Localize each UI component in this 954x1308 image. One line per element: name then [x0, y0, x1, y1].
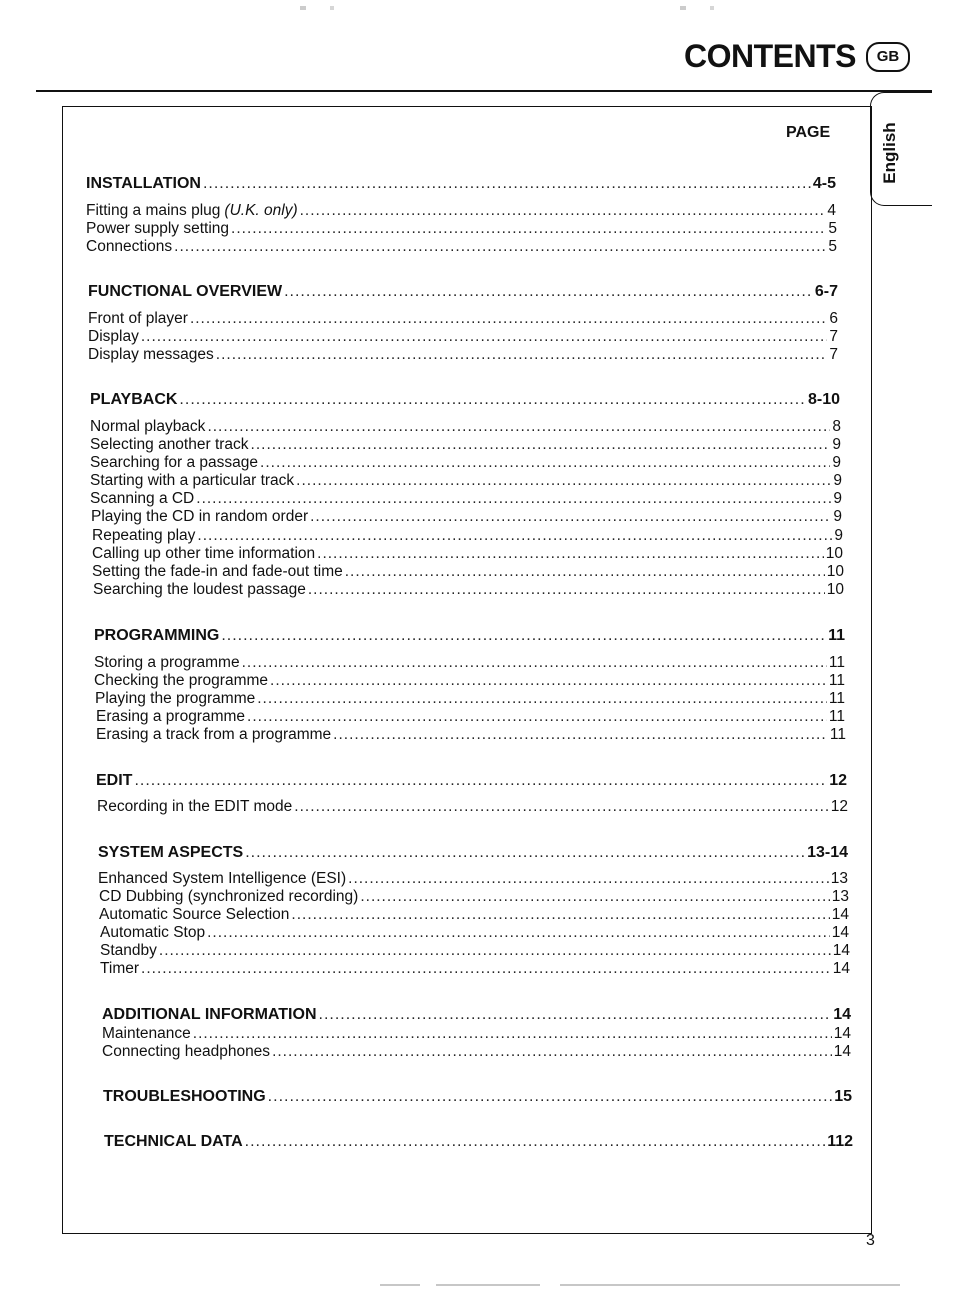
toc-page-number: 14: [831, 924, 849, 941]
toc-label: Starting with a particular track: [90, 472, 295, 489]
dot-leader: [317, 544, 824, 563]
toc-label: SYSTEM ASPECTS: [98, 844, 244, 861]
toc-page-number: 9: [833, 508, 842, 525]
toc-page-number: 11: [828, 672, 845, 689]
toc-page-number: 14: [832, 942, 850, 959]
toc-entry: [102, 1024, 851, 1043]
toc-page-number: 9: [832, 436, 841, 453]
dot-leader: [257, 689, 827, 708]
toc-page-number: 6: [829, 310, 838, 327]
toc-entry: [90, 471, 842, 490]
toc-label: Maintenance: [102, 1025, 191, 1042]
toc-label: Connecting headphones: [102, 1043, 271, 1060]
dot-leader: [196, 489, 831, 508]
language-tab-label: English: [880, 122, 899, 184]
toc-page-number: 9: [833, 490, 842, 507]
toc-page-number: 11: [828, 654, 845, 671]
toc-label: Display: [88, 328, 139, 345]
dot-leader: [247, 707, 827, 726]
scan-artifact-bottom: [0, 1284, 954, 1286]
toc-section-heading: [88, 282, 838, 301]
toc-entry: [96, 725, 846, 744]
toc-label: EDIT: [96, 772, 133, 789]
toc-label: Automatic Source Selection: [99, 906, 290, 923]
toc-label: Automatic Stop: [100, 924, 206, 941]
toc-page-number: 10: [826, 581, 844, 598]
toc-entry: [92, 562, 844, 581]
dot-leader: [174, 237, 826, 256]
toc-page-number: 5: [828, 238, 837, 255]
toc-section-heading: [86, 174, 836, 193]
dot-leader: [251, 435, 831, 454]
toc-page-number: 11: [828, 690, 845, 707]
toc-page-number: 7: [829, 328, 838, 345]
toc-entry: [96, 707, 845, 726]
dot-leader: [284, 282, 813, 301]
dot-leader: [308, 580, 825, 599]
toc-label: Storing a programme: [94, 654, 240, 671]
toc-entry: [102, 1042, 851, 1061]
dot-leader: [270, 671, 827, 690]
toc-entry: [94, 653, 845, 672]
dot-leader: [197, 526, 832, 545]
dot-leader: [294, 797, 828, 816]
toc-label: Enhanced System Intelligence (ESI): [98, 870, 347, 887]
toc-label: Searching for a passage: [90, 454, 259, 471]
toc-page-number: 8: [832, 418, 841, 435]
toc-page-number: 9: [834, 527, 843, 544]
toc-entry: [99, 905, 849, 924]
toc-label: INSTALLATION: [86, 175, 201, 192]
toc-entry: [93, 580, 844, 599]
dot-leader: [207, 417, 830, 436]
toc-page-number: 14: [833, 1025, 851, 1042]
toc-page-number: 14: [833, 1043, 851, 1060]
toc-page-number: 5: [828, 220, 837, 237]
dot-leader: [134, 771, 827, 790]
toc-label: Display messages: [88, 346, 214, 363]
dot-leader: [310, 507, 831, 526]
toc-entry: [90, 435, 841, 454]
toc-page-number: 13: [831, 888, 849, 905]
toc-entry: [100, 923, 849, 942]
toc-page-number: 14: [833, 1006, 851, 1023]
toc-page-number: 13-14: [807, 844, 848, 861]
toc-label: Playing the CD in random order: [91, 508, 309, 525]
toc-page-number: 4-5: [812, 175, 836, 192]
toc-section-heading: [104, 1132, 853, 1151]
toc-entry: [98, 869, 848, 888]
toc-label: Erasing a programme: [96, 708, 246, 725]
toc-label: TROUBLESHOOTING: [103, 1088, 266, 1105]
toc-label-italic: (U.K. only): [224, 202, 298, 219]
toc-label: ADDITIONAL INFORMATION: [102, 1006, 317, 1023]
toc-page-number: 14: [831, 906, 849, 923]
toc-entry: [86, 201, 836, 220]
toc-page-number: 14: [832, 960, 850, 977]
toc-page-number: 11: [828, 627, 845, 644]
dot-leader: [333, 725, 828, 744]
toc-label: Recording in the EDIT mode: [97, 798, 293, 815]
toc-page-number: 10: [826, 563, 844, 580]
dot-leader: [141, 327, 828, 346]
toc-label: Timer: [100, 960, 140, 977]
dot-leader: [348, 869, 829, 888]
toc-label: Playing the programme: [95, 690, 256, 707]
toc-label: Erasing a track from a programme: [96, 726, 332, 743]
toc-label: Front of player: [88, 310, 188, 327]
toc-entry: [92, 526, 843, 545]
toc-label: Checking the programme: [94, 672, 269, 689]
toc-entry: [100, 959, 850, 978]
dot-leader: [221, 626, 826, 645]
toc-entry: [91, 507, 842, 526]
toc-entry: [88, 327, 838, 346]
toc-page-number: 8-10: [807, 391, 840, 408]
toc-page-number: 10: [825, 545, 843, 562]
toc-label: Setting the fade-in and fade-out time: [92, 563, 343, 580]
toc-label: Fitting a mains plug: [86, 202, 221, 219]
toc-label: Connections: [86, 238, 173, 255]
toc-page-number: 11: [828, 708, 845, 725]
dot-leader: [245, 843, 805, 862]
toc-section-heading: [102, 1005, 851, 1024]
toc-page-number: 9: [833, 472, 842, 489]
toc-entry: [92, 544, 843, 563]
page-number: 3: [866, 1232, 875, 1249]
toc-page-number: 4: [827, 202, 836, 219]
dot-leader: [179, 390, 806, 409]
toc-entry: [90, 417, 841, 436]
toc-entry: [97, 797, 848, 816]
dot-leader: [193, 1024, 832, 1043]
toc-section-heading: [103, 1087, 852, 1106]
dot-leader: [231, 219, 826, 238]
toc-label: TECHNICAL DATA: [104, 1133, 243, 1150]
title-text: CONTENTS: [684, 38, 856, 74]
dot-leader: [260, 453, 830, 472]
toc-entry: [86, 219, 837, 238]
toc-entry: [100, 941, 850, 960]
page-column-header: PAGE: [786, 124, 831, 141]
toc-page-number: 7: [829, 346, 838, 363]
toc-label: Calling up other time information: [92, 545, 316, 562]
toc-label: PLAYBACK: [90, 391, 178, 408]
toc-label: Scanning a CD: [90, 490, 195, 507]
toc-section-heading: [94, 626, 845, 645]
toc-entry: [90, 453, 841, 472]
dot-leader: [216, 345, 828, 364]
toc-page-number: 9: [832, 454, 841, 471]
toc-page-number: 6-7: [814, 283, 838, 300]
toc-entry: [90, 489, 842, 508]
toc-section-heading: [96, 771, 847, 790]
toc-section-heading: [98, 843, 848, 862]
dot-leader: [141, 959, 831, 978]
dot-leader: [300, 201, 826, 220]
toc-entry: [95, 689, 845, 708]
dot-leader: [291, 905, 829, 924]
toc-entry: [88, 345, 838, 364]
toc-label: Normal playback: [90, 418, 206, 435]
dot-leader: [319, 1005, 832, 1024]
gb-badge: GB: [866, 42, 910, 72]
dot-leader: [345, 562, 825, 581]
toc-page-number: 12: [830, 798, 848, 815]
toc-entry: [94, 671, 845, 690]
toc-entry: [99, 887, 849, 906]
toc-label: CD Dubbing (synchronized recording): [99, 888, 359, 905]
toc-page-number: 13: [830, 870, 848, 887]
toc-label: Power supply setting: [86, 220, 230, 237]
dot-leader: [159, 941, 831, 960]
toc-label: Searching the loudest passage: [93, 581, 306, 598]
dot-leader: [190, 309, 827, 328]
dot-leader: [360, 887, 829, 906]
toc-page-number: 112: [827, 1133, 853, 1150]
toc-label: FUNCTIONAL OVERVIEW: [88, 283, 283, 300]
toc-page-number: 12: [829, 772, 847, 789]
toc-label: Repeating play: [92, 527, 196, 544]
toc-section-heading: [90, 390, 840, 409]
toc-page-number: 11: [829, 726, 846, 743]
dot-leader: [272, 1042, 832, 1061]
toc-label: Standby: [100, 942, 157, 959]
toc-page-number: 15: [834, 1088, 852, 1105]
dot-leader: [242, 653, 827, 672]
dot-leader: [207, 923, 830, 942]
toc-label: Selecting another track: [90, 436, 249, 453]
dot-leader: [245, 1132, 826, 1151]
dot-leader: [268, 1087, 833, 1106]
toc-entry: [88, 309, 838, 328]
toc-entry: [86, 237, 837, 256]
dot-leader: [203, 174, 811, 193]
toc-label: PROGRAMMING: [94, 627, 220, 644]
dot-leader: [296, 471, 831, 490]
